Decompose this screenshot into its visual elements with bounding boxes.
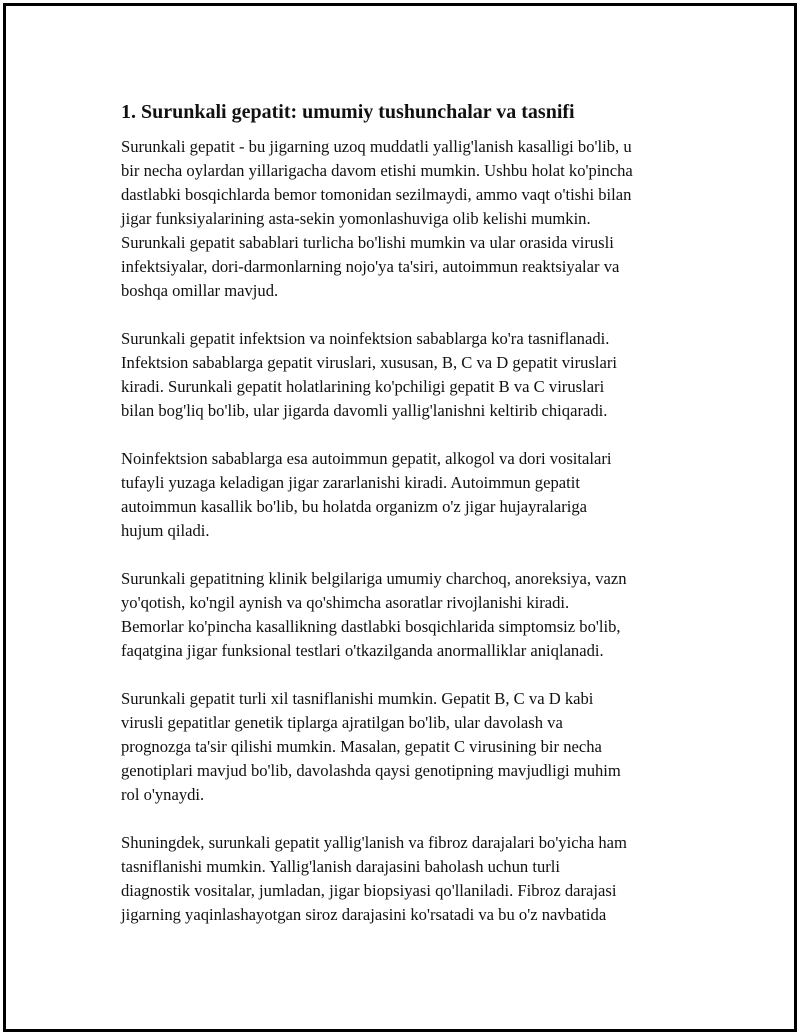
page-frame <box>3 3 797 1032</box>
text-line: kiradi. Surunkali gepatit holatlarining ko'pchiligi gepatit B va C viruslari <box>121 377 605 396</box>
text-line: Surunkali gepatitning klinik belgilariga umumiy charchoq, anoreksiya, vazn <box>121 569 627 588</box>
text-line: tufayli yuzaga keladigan jigar zararlanishi kiradi. Autoimmun gepatit <box>121 473 580 492</box>
text-line: bilan bog'liq bo'lib, ular jigarda davomli yallig'lanishni keltirib chiqaradi. <box>121 401 608 420</box>
text-line: boshqa omillar mavjud. <box>121 281 279 300</box>
text-line: Infektsion sabablarga gepatit viruslari, xususan, B, C va D gepatit viruslari <box>121 353 618 372</box>
text-line: faqatgina jigar funksional testlari o'tkazilganda anormalliklar aniqlanadi. <box>121 641 604 660</box>
paragraph-6 <box>121 831 696 927</box>
paragraph-3 <box>121 447 696 543</box>
section-heading: 1. Surunkali gepatit: umumiy tushunchalar va tasnifi <box>121 101 575 123</box>
text-line: yo'qotish, ko'ngil aynish va qo'shimcha asoratlar rivojlanishi kiradi. <box>121 593 570 612</box>
paragraph-1 <box>121 135 696 303</box>
text-line: jigar funksiyalarining asta-sekin yomonlashuviga olib kelishi mumkin. <box>121 209 591 228</box>
text-line: Surunkali gepatit sabablari turlicha bo'lishi mumkin va ular orasida virusli <box>121 233 614 252</box>
paragraph-2 <box>121 327 696 423</box>
text-line: infektsiyalar, dori-darmonlarning nojo'ya ta'siri, autoimmun reaktsiyalar va <box>121 257 620 276</box>
text-line: Shuningdek, surunkali gepatit yallig'lanish va fibroz darajalari bo'yicha ham <box>121 833 627 852</box>
text-line: rol o'ynaydi. <box>121 785 205 804</box>
document-body <box>121 98 696 951</box>
text-line: virusli gepatitlar genetik tiplarga ajratilgan bo'lib, ular davolash va <box>121 713 563 732</box>
text-line: Surunkali gepatit - bu jigarning uzoq muddatli yallig'lanish kasalligi bo'lib, u <box>121 137 632 156</box>
text-line: Noinfektsion sabablarga esa autoimmun gepatit, alkogol va dori vositalari <box>121 449 612 468</box>
text-line: Bemorlar ko'pincha kasallikning dastlabki bosqichlarida simptomsiz bo'lib, <box>121 617 621 636</box>
text-line: hujum qiladi. <box>121 521 210 540</box>
text-line: diagnostik vositalar, jumladan, jigar biopsiyasi qo'llaniladi. Fibroz darajasi <box>121 881 617 900</box>
text-line: tasniflanishi mumkin. Yallig'lanish darajasini baholash uchun turli <box>121 857 560 876</box>
text-line: genotiplari mavjud bo'lib, davolashda qaysi genotipning mavjudligi muhim <box>121 761 621 780</box>
text-line: Surunkali gepatit infektsion va noinfektsion sabablarga ko'ra tasniflanadi. <box>121 329 610 348</box>
paragraph-4 <box>121 567 696 663</box>
paragraph-5 <box>121 687 696 807</box>
text-line: dastlabki bosqichlarda bemor tomonidan sezilmaydi, ammo vaqt o'tishi bilan <box>121 185 632 204</box>
text-line: autoimmun kasallik bo'lib, bu holatda organizm o'z jigar hujayralariga <box>121 497 588 516</box>
text-line: Surunkali gepatit turli xil tasniflanishi mumkin. Gepatit B, C va D kabi <box>121 689 594 708</box>
text-line: prognozga ta'sir qilishi mumkin. Masalan, gepatit C virusining bir necha <box>121 737 602 756</box>
text-line: bir necha oylardan yillarigacha davom etishi mumkin. Ushbu holat ko'pincha <box>121 161 633 180</box>
text-line: jigarning yaqinlashayotgan siroz darajasini ko'rsatadi va bu o'z navbatida <box>121 905 607 924</box>
